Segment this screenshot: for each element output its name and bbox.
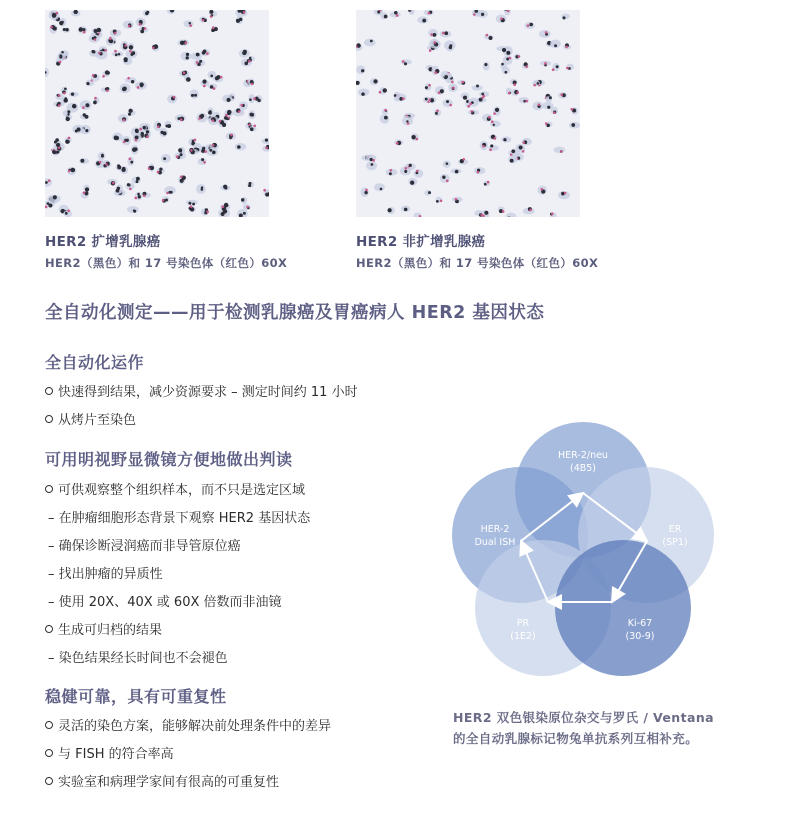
image-caption-right xyxy=(356,230,656,271)
sub-item: – 找出肿瘤的异质性 xyxy=(48,567,163,582)
bullet-icon xyxy=(45,485,53,493)
venn-circle-bottom-right xyxy=(555,540,691,676)
bullet-icon xyxy=(45,387,53,395)
image-title: HER2 扩增乳腺癌 xyxy=(45,234,161,250)
venn-label-line: (4B5) xyxy=(569,463,597,474)
bullet-icon xyxy=(45,625,53,633)
sub-item: – 在肿瘤细胞形态背景下观察 HER2 基因状态 xyxy=(48,511,311,526)
sub-item: – 使用 20X、40X 或 60X 倍数而非油镜 xyxy=(48,595,282,610)
bullet-item: 实验室和病理学家间有很高的可重复性 xyxy=(45,771,279,790)
section-heading: 可用明视野显微镜方便地做出判读 xyxy=(45,450,293,469)
bullet-item: 与 FISH 的符合率高 xyxy=(45,743,174,762)
her2-nonamplified-image xyxy=(356,10,580,217)
bullet-icon xyxy=(45,721,53,729)
sub-item: – 染色结果经长时间也不会褪色 xyxy=(48,651,228,666)
section-heading: 全自动化运作 xyxy=(45,353,145,372)
bullet-icon xyxy=(45,415,53,423)
image-title: HER2 非扩增乳腺癌 xyxy=(356,234,486,250)
bullet-icon xyxy=(45,749,53,757)
venn-label-line: HER-2 xyxy=(480,524,510,535)
venn-label-line: ER xyxy=(668,524,682,535)
venn-label-line: (1E2) xyxy=(510,631,536,642)
venn-label-line: Dual ISH xyxy=(474,537,516,548)
venn-label-line: Ki-67 xyxy=(627,618,653,629)
sub-item: – 确保诊断浸润癌而非导管原位癌 xyxy=(48,539,241,554)
bullet-item: 生成可归档的结果 xyxy=(45,619,162,638)
section-heading: 稳健可靠，具有可重复性 xyxy=(45,687,227,706)
venn-caption-line: 的全自动乳腺标记物兔单抗系列互相补充。 xyxy=(453,731,699,746)
image-caption-left xyxy=(45,230,345,271)
venn-label-line: PR xyxy=(516,618,530,629)
marker-venn-diagram xyxy=(440,415,730,685)
image-subtitle: HER2（黑色）和 17 号染色体（红色）60X xyxy=(356,256,599,270)
her2-amplified-image xyxy=(45,10,269,217)
page-headline: 全自动化测定——用于检测乳腺癌及胃癌病人 HER2 基因状态 xyxy=(45,303,545,323)
venn-label-line: (30-9) xyxy=(625,631,655,642)
bullet-item: 可供观察整个组织样本，而不只是选定区域 xyxy=(45,479,305,498)
bullet-icon xyxy=(45,777,53,785)
venn-label-line: HER-2/neu xyxy=(558,450,608,461)
venn-caption xyxy=(453,707,773,749)
bullet-item: 灵活的染色方案，能够解决前处理条件中的差异 xyxy=(45,715,331,734)
image-subtitle: HER2（黑色）和 17 号染色体（红色）60X xyxy=(45,256,288,270)
venn-label-line: (SP1) xyxy=(662,537,688,548)
bullet-item: 快速得到结果，减少资源要求 – 测定时间约 11 小时 xyxy=(45,381,358,400)
bullet-item: 从烤片至染色 xyxy=(45,409,136,428)
venn-caption-line: HER2 双色银染原位杂交与罗氏 / Ventana xyxy=(453,710,714,725)
